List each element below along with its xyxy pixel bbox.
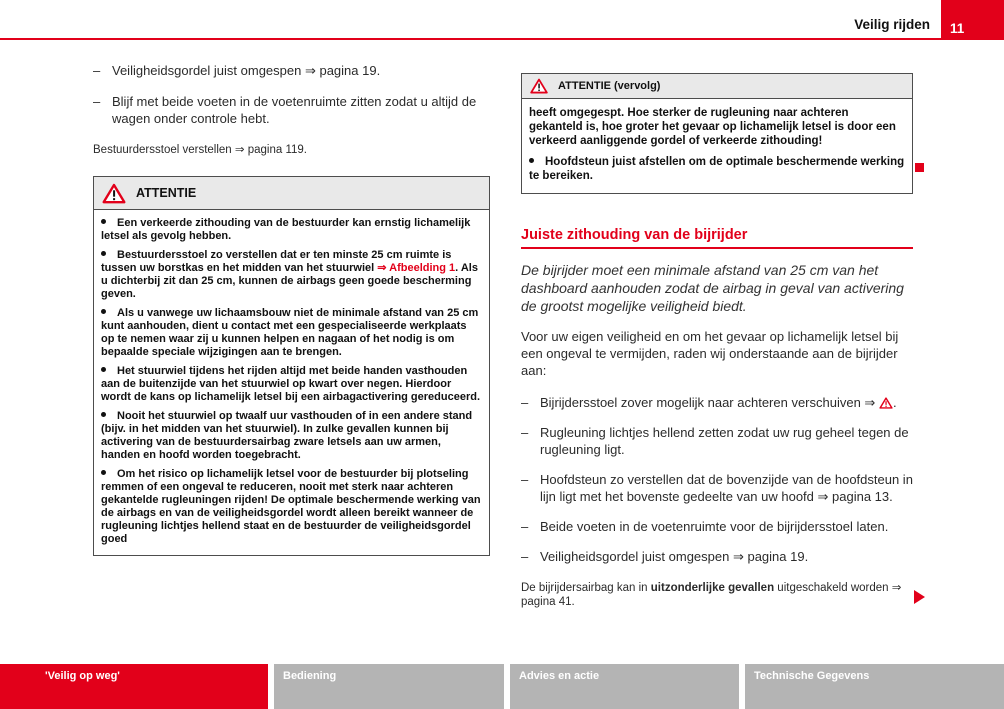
list-item: – Beide voeten in de voetenruimte voor de bijrijdersstoel laten. — [521, 518, 913, 535]
warning-triangle-icon — [879, 397, 893, 409]
bullet-icon — [529, 158, 534, 163]
section-lead: De bijrijder moet een minimale afstand van 25 cm van het dashboard aanhouden zodat de airbag in geval van activering de grootst mogelijke veiligheid biedt. — [521, 262, 904, 314]
attention-title: ATTENTIE — [136, 186, 197, 200]
list-item: – Blijf met beide voeten in de voetenruimte zitten zodat u altijd de wagen onder controle hebt. — [93, 93, 490, 127]
list-item: – Rugleuning lichtjes hellend zetten zodat uw rug geheel tegen de rugleuning ligt. — [521, 424, 913, 458]
list-item: – Bijrijdersstoel zover mogelijk naar achteren verschuiven ⇒ . — [521, 394, 913, 411]
page-number: 11 — [950, 21, 965, 36]
figure-reference-link[interactable]: ⇒ Afbeelding 1 — [377, 262, 456, 274]
end-of-section-marker — [915, 163, 924, 172]
warning-triangle-icon — [102, 183, 126, 204]
footer-tab-veilig-op-weg[interactable]: 'Veilig op weg' — [0, 664, 268, 709]
warning-triangle-icon — [530, 78, 548, 94]
attention-bullet: Hoofdsteun juist afstellen om de optimale beschermende werking te bereiken. — [529, 156, 905, 182]
footer-tab-advies-en-actie[interactable]: Advies en actie — [510, 664, 739, 709]
list-item: – Hoofdsteun zo verstellen dat de bovenzijde van de hoofdsteun in lijn ligt met het bovenste gedeelte van uw hoofd ⇒ pagina 13. — [521, 471, 913, 505]
continuation-arrow-icon — [914, 590, 925, 604]
list-item: – Veiligheidsgordel juist omgespen ⇒ pagina 19. — [93, 62, 490, 79]
attention-bullet: Als u vanwege uw lichaamsbouw niet de minimale afstand van 25 cm kunt aanhouden, dient u contact met een gespecialiseerde werkplaats op te nemen waar zij u kunnen helpen en nagaan of het nodig is om bepaalde speciale wijzigingen aan te brengen. — [101, 307, 479, 358]
attention-box-header — [522, 74, 912, 99]
footer-tab-bediening[interactable]: Bediening — [274, 664, 504, 709]
left-column — [93, 62, 490, 556]
attention-paragraph: heeft omgegespt. Hoe sterker de rugleuning naar achteren gekanteld is, hoe groter het gevaar op lichamelijk letsel is door een verkeerd aanliggende gordel of verkeerde zithouding! — [529, 107, 896, 147]
airbag-footnote: De bijrijdersairbag kan in uitzonderlijke gevallen uitgeschakeld worden ⇒ pagina 41. — [521, 582, 902, 608]
bullet-icon — [101, 412, 106, 417]
attention-box-body — [94, 210, 489, 555]
bullet-icon — [101, 470, 106, 475]
attention-bullet: Bestuurdersstoel zo verstellen dat er ten minste 25 cm ruimte is tussen uw borstkas en het midden van het stuurwiel ⇒ Afbeelding 1. Als u dichterbij zit dan 25 cm, kunnen de airbags geen goede bescherming geven. — [101, 249, 478, 300]
attention-bullet: Nooit het stuurwiel op twaalf uur vasthouden of in een andere stand (bijv. in het midden van het stuurwiel). In zulke gevallen kunnen bij activering van de bestuurdersairbag zware letsels aan uw armen, handen en hoofd worden toegebracht. — [101, 410, 473, 461]
attention-bullet: Het stuurwiel tijdens het rijden altijd met beide handen vasthouden aan de buitenzijde van het stuurwiel op kwart over negen. Hierdoor wordt de kans op lichamelijk letsel bij een airbagactivering gereduceerd. — [101, 365, 481, 403]
attention-title: ATTENTIE (vervolg) — [558, 80, 661, 92]
attention-box — [93, 176, 490, 556]
attention-bullet: Om het risico op lichamelijk letsel voor de bestuurder bij plotseling remmen of een ongeval te reduceren, nooit met sterk naar achteren gekantelde rugleuningen rijden! De optimale beschermende werking van de airbags en van de veiligheidsgordel wordt alleen bereikt wanneer de rugleuning lichtjes hellend staat en de bestuurder de veiligheidsgordel goed — [101, 468, 481, 545]
bullet-icon — [101, 251, 106, 256]
cross-reference-note: Bestuurdersstoel verstellen ⇒ pagina 119. — [93, 144, 307, 156]
section-paragraph: Voor uw eigen veiligheid en om het gevaar op lichamelijk letsel bij een ongeval te vermijden, raden wij onderstaande aan de bijrijder aan: — [521, 329, 899, 378]
attention-box-body — [522, 99, 912, 193]
list-item: – Veiligheidsgordel juist omgespen ⇒ pagina 19. — [521, 548, 913, 565]
attention-bullet: Een verkeerde zithouding van de bestuurder kan ernstig lichamelijk letsel als gevolg hebben. — [101, 217, 471, 242]
header-divider — [0, 38, 1004, 40]
section-heading: Juiste zithouding van de bijrijder — [521, 227, 913, 249]
page-number-badge — [941, 0, 1004, 40]
page-title: Veilig rijden — [854, 17, 930, 32]
bullet-icon — [101, 309, 106, 314]
bullet-icon — [101, 367, 106, 372]
bullet-icon — [101, 219, 106, 224]
attention-box-header — [94, 177, 489, 210]
advice-list — [521, 394, 913, 565]
attention-continued-box — [521, 73, 913, 194]
right-column — [521, 73, 913, 609]
footer-nav — [0, 664, 1004, 709]
footnote-bold: uitzonderlijke gevallen — [650, 582, 775, 594]
footer-tab-technische-gegevens[interactable]: Technische Gegevens — [745, 664, 1004, 709]
